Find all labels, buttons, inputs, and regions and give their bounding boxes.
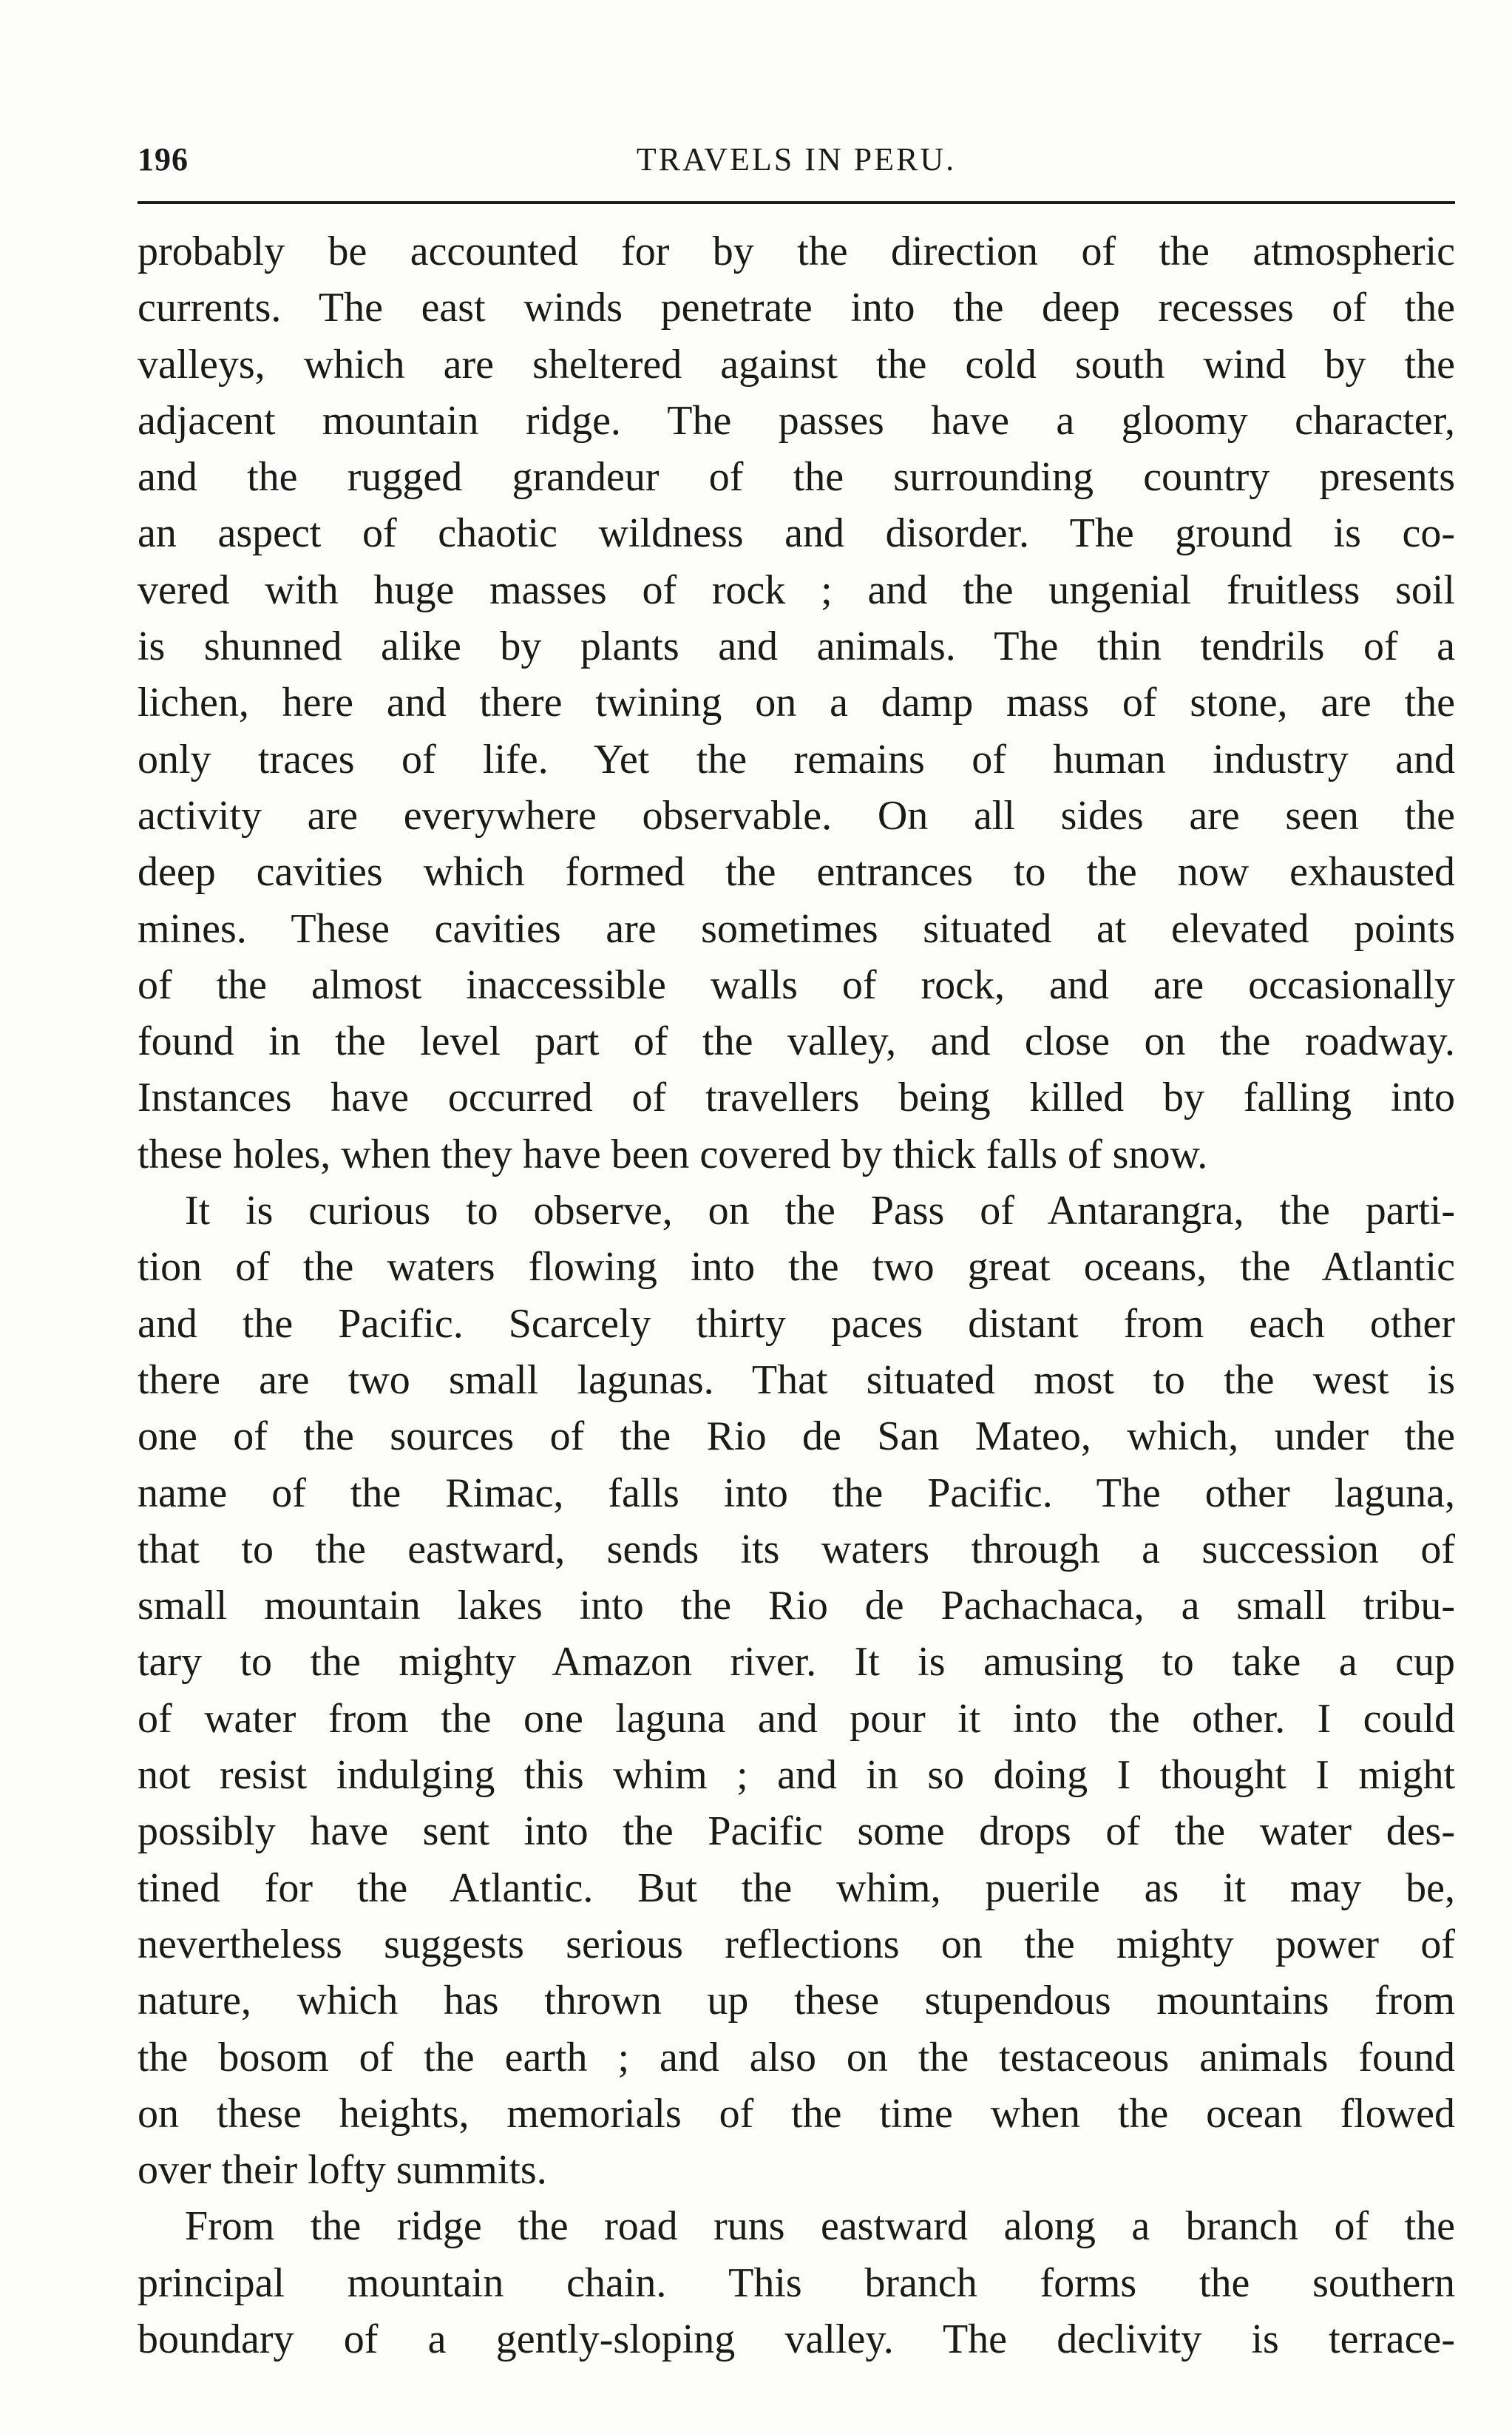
text-line: small mountain lakes into the Rio de Pachachaca, a small tribu-: [138, 1583, 1455, 1629]
text-line: there are two small lagunas. That situated most to the west is: [138, 1356, 1455, 1403]
body-text: [138, 223, 1455, 2367]
text-line: principal mountain chain. This branch forms the southern: [138, 2259, 1455, 2306]
text-line: It is curious to observe, on the Pass of Antarangra, the parti-: [185, 1188, 1455, 1234]
text-line: that to the eastward, sends its waters through a succession of: [138, 1526, 1455, 1572]
running-head: [138, 141, 1455, 185]
text-line: is shunned alike by plants and animals. The thin tendrils of a: [138, 623, 1455, 670]
text-line: not resist indulging this whim ; and in so doing I thought I might: [138, 1752, 1455, 1799]
text-line: these holes, when they have been covered by thick falls of snow.: [138, 1131, 1208, 1177]
text-line: nature, which has thrown up these stupendous mountains from: [138, 1978, 1455, 2024]
text-line: adjacent mountain ridge. The passes have a gloomy character,: [138, 397, 1455, 444]
text-line: From the ridge the road runs eastward along a branch of the: [185, 2203, 1455, 2250]
text-line: deep cavities which formed the entrances to the now exhausted: [138, 849, 1455, 896]
text-line: boundary of a gently-sloping valley. The declivity is terrace-: [138, 2316, 1455, 2362]
text-line: mines. These cavities are sometimes situated at elevated points: [138, 905, 1455, 952]
text-line: of the almost inaccessible walls of rock, and are occasionally: [138, 961, 1455, 1008]
running-title: TRAVELS IN PERU.: [636, 141, 957, 178]
text-line: on these heights, memorials of the time when the ocean flowed: [138, 2090, 1455, 2137]
text-line: activity are everywhere observable. On all sides are seen the: [138, 792, 1455, 839]
page-number: 196: [138, 141, 189, 178]
text-line: lichen, here and there twining on a damp mass of stone, are the: [138, 680, 1455, 726]
text-line: and the Pacific. Scarcely thirty paces distant from each other: [138, 1300, 1455, 1347]
text-line: the bosom of the earth ; and also on the testaceous animals found: [138, 2034, 1455, 2080]
text-line: one of the sources of the Rio de San Mateo, which, under the: [138, 1413, 1455, 1460]
text-line: an aspect of chaotic wildness and disorder. The ground is co-: [138, 510, 1455, 557]
text-line: possibly have sent into the Pacific some drops of the water des-: [138, 1808, 1455, 1855]
text-line: of water from the one laguna and pour it into the other. I could: [138, 1695, 1455, 1742]
text-line: currents. The east winds penetrate into the deep recesses of the: [138, 285, 1455, 331]
text-line: only traces of life. Yet the remains of human industry and: [138, 736, 1455, 782]
text-line: vered with huge masses of rock ; and the ungenial fruitless soil: [138, 567, 1455, 613]
text-line: over their lofty summits.: [138, 2147, 547, 2194]
text-line: valleys, which are sheltered against the cold south wind by the: [138, 341, 1455, 388]
text-line: tion of the waters flowing into the two great oceans, the Atlantic: [138, 1244, 1455, 1291]
text-line: Instances have occurred of travellers being killed by falling into: [138, 1075, 1455, 1121]
text-line: found in the level part of the valley, and close on the roadway.: [138, 1018, 1455, 1065]
text-line: probably be accounted for by the direction of the atmospheric: [138, 229, 1455, 274]
text-line: tary to the mighty Amazon river. It is amusing to take a cup: [138, 1639, 1455, 1686]
text-line: nevertheless suggests serious reflections on the mighty power of: [138, 1921, 1455, 1967]
text-line: tined for the Atlantic. But the whim, puerile as it may be,: [138, 1865, 1455, 1911]
text-line: and the rugged grandeur of the surrounding country presents: [138, 454, 1455, 501]
text-line: name of the Rimac, falls into the Pacific. The other laguna,: [138, 1470, 1455, 1516]
header-rule: [138, 201, 1455, 204]
